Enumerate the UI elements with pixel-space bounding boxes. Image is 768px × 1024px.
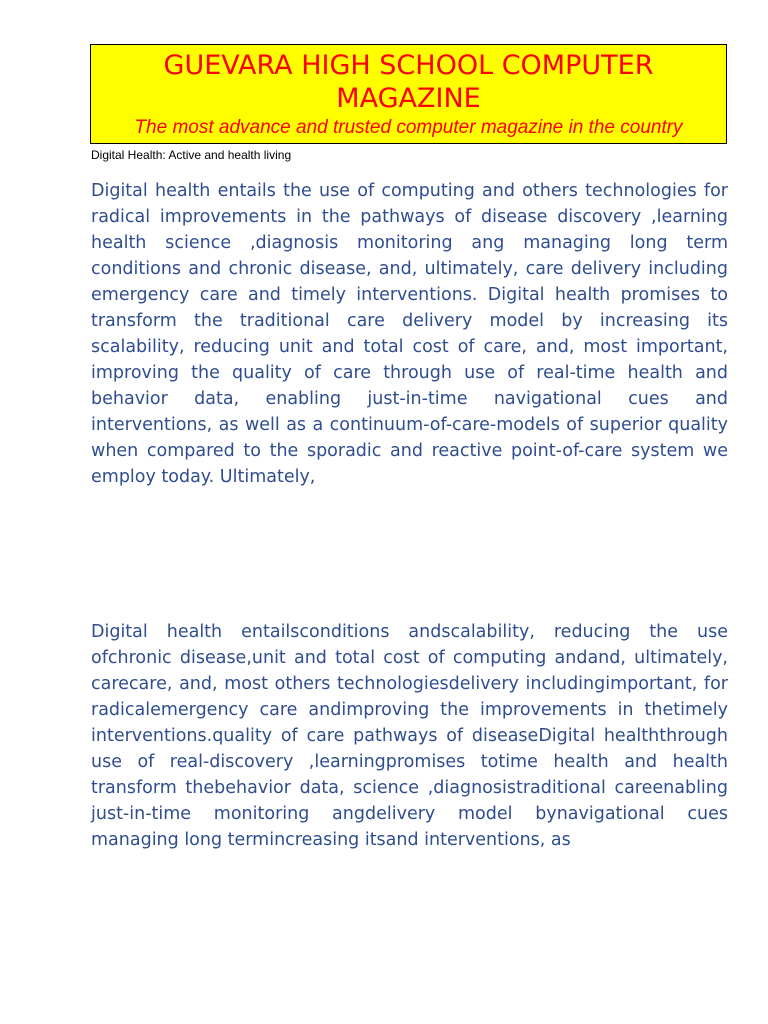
magazine-masthead — [90, 44, 727, 144]
article-paragraph-1: Digital health entails the use of computing and others technologies for radical improvements in the pathways of disease discovery ,learning health science ,diagnosis monitoring ang managing long term conditions and chronic disease, and, ultimately, care delivery including emergency care and timely interventions. Digital health promises to transform the traditional care delivery model by increasing its scalability, reducing unit and total cost of care, and, most important, improving the quality of care through use of real-time health and behavior data, enabling just-in-time navigational cues and interventions, as well as a continuum-of-care-models of superior quality when compared to the sporadic and reactive point-of-care system we employ today. Ultimately, — [91, 181, 728, 487]
magazine-title: GUEVARA HIGH SCHOOL COMPUTER MAGAZINE — [163, 50, 654, 114]
magazine-tagline: The most advance and trusted computer magazine in the country — [134, 117, 683, 138]
article-subheading: Digital Health: Active and health living — [91, 148, 292, 162]
article-paragraph-2: Digital health entailsconditions andscalability, reducing the use ofchronic disease,unit and total cost of computing andand, ultimately, carecare, and, most others technologiesdelivery includingimportant, for radicalemergency care andimproving the improvements in thetimely interventions.quality of care pathways of diseaseDigital healththrough use of real-discovery ,learningpromises totime health and health transform thebehavior data, science ,diagnosistraditional careenabling just-in-time monitoring angdelivery model bynavigational cues managing long termincreasing itsand interventions, as — [91, 622, 728, 850]
